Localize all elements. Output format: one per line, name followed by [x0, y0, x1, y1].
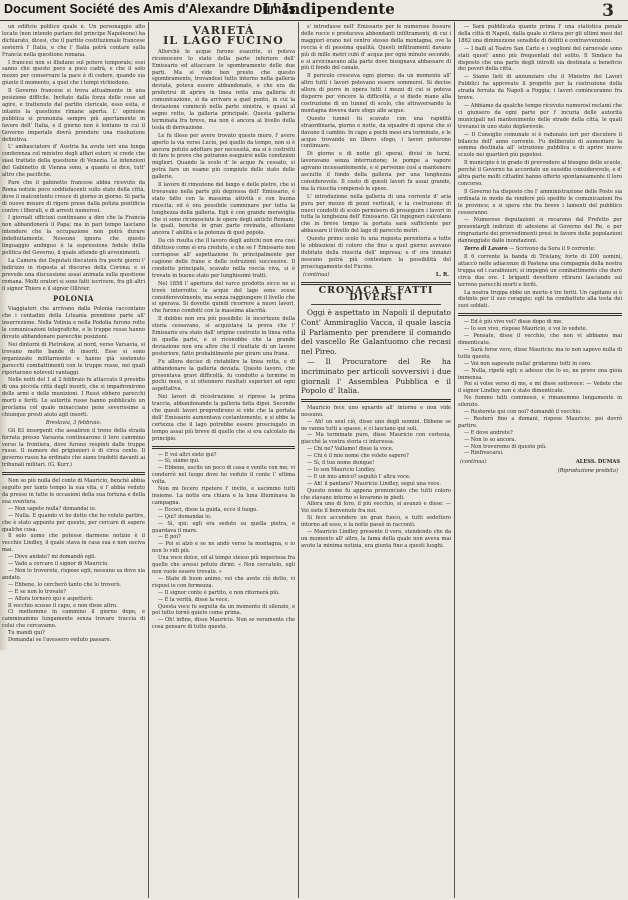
continua-note: (continua) — [303, 271, 330, 278]
feuilleton-line: — Ebbene, uscite un poco di casa e venite con me; vi condurrò nel luogo dove ho veduto il conte l' ultima volta. — [152, 465, 295, 486]
feuilleton-line: — È la verità, disse la voce. — [158, 596, 230, 603]
column-1 — [2, 24, 145, 896]
feuilleton-line: — E un mio amico? seguitò l' altra voce. — [307, 473, 411, 480]
page-number: 3 — [602, 1, 614, 21]
feuilleton-line: Mauricio fece uno sguardo all' intorno e non vide nessuno. — [301, 404, 451, 418]
polonia-heading: POLONIA — [53, 294, 94, 304]
author-initials: L. R. — [435, 271, 449, 278]
feuilleton-footer — [460, 459, 620, 466]
feuilleton-line: Questa voce fu seguita da un momento di silenzio, e poi tutto tornò quieto come prima. — [152, 603, 295, 617]
article-footer — [303, 272, 449, 279]
feuilleton-line: — Resterete qui con noi? domandò il vecchio. — [464, 409, 582, 416]
article-paragraph: Viaggiatori che arrivano dalla Polonia raccontano che i contadini della Lituania prendono parte all' insurrezione. Nella Volinia e nella Podolia furono rotte le comunicazioni telegrafiche, e le truppe russe hanno dovuto abbandonare parecchie posizioni. — [2, 306, 145, 340]
feuilleton-line: — E se non lo trovate? — [8, 588, 67, 595]
feuilleton-line: — E poi? — [158, 534, 181, 541]
news-item: — Sarà pubblicata quanto prima l' una statistica penale della città di Napoli, dalla quale si rileva per gli ultimi mesi del 1862 una diminuzione sensibile di delitti e contravvenzioni. — [458, 24, 622, 44]
news-item: — Il Consiglio comunale si è radunato ieri per discutere il bilancio dell' anno corrente. Fu deliberato di aumentare la somma destinata all' istruzione pubblica e di aprire nuove scuole nei quartieri più popolosi. — [458, 131, 622, 159]
feuilleton-line: Domandai se l'avessero veduto passare. — [8, 637, 112, 644]
cronaca-title: CRONACA E FATTI DIVERSI — [318, 284, 434, 303]
feuilleton-line: — Ah! un seul ciò, disse uno degli uomini. Ebbene se ne vanno tutti a spasso, e ci lasciano qui soli. — [301, 418, 451, 432]
feuilleton-line: — E voi altri siete qui? — [158, 451, 217, 458]
feuilleton-line: — Chi ne? Vallamo! disse la voce. — [307, 446, 394, 453]
feuilleton-line: Ci mettemmo in cammino il giorno dopo, e camminammo lungamente senza trovare traccia di colui che cercavamo. — [2, 609, 145, 630]
terra-heading: Terra di Lavoro — [464, 246, 508, 253]
reproduction-note: (Riproduzione proibita) — [557, 468, 618, 475]
continua-note: (continua) — [460, 459, 487, 466]
feuilleton-line: Ne fummo tutti commossi, e rimanemmo lungamente in silenzio. — [458, 395, 622, 409]
feuilleton-line: — Ed è più vivo voi? disse dopo di me. — [464, 319, 563, 326]
feuilleton-line: — Non lo troverete, rispose egli; nessuno sa dove sia andato. — [2, 567, 145, 581]
article-paragraph: Le fu illeso per avere trovato questo muro, l' avere aperto la via verso Lucio, poi quello da tempo, non si è ancora potuto adottare per necessità, ma si è costretti di fare le prove che potranno eseguirsi nelle condizioni migliori. Quando la scolo d' le acque fu cessato, si potrà fare un esame più compiuto dello stato delle gallerie. — [152, 132, 295, 181]
feuilleton-rule — [458, 313, 622, 316]
article-paragraph: Nelle notti del 1 al 2 febbraio fu attaccato il presidio di una piccola città dagli insorti, che si impadronirono delle armi e delle munizioni. I Russi ebbero parecchi morti e feriti. Le autorità russe hanno pubblicato un proclama col quale minacciano pene severissime a chiunque presti aiuto agli insorti. — [2, 377, 145, 418]
politics-article — [2, 24, 145, 292]
news-item: Il Governo ha disposto che l' amministrazione delle Poste sia ordinata in modo da rendere più spedite le comunicazioni fra le province; e si spera che fra breve i lamenti del pubblico cesseranno. — [458, 188, 622, 216]
article-paragraph: Di giorno e di notte gli operai, divisi in turni, lavoravano senza interruzione; le pompe a vapore agivano incessantemente, e si pervenne così a mantenere asciutto il fondo della galleria per una lunghezza considerevole. Il costo di questi lavori fu assai grande, ma la riuscita compensò le spese. — [301, 151, 451, 192]
feuilleton-line: — Qui? domandai io. — [158, 513, 212, 520]
feuilleton-text — [458, 319, 622, 457]
article-paragraph: Gli 83 insorgenti che assaliron il treno della strada ferrata presso Varsavia continuarono il loro cammino verso la frontiera, dove furono respinti dalle truppe russe. Il numero dei prigionieri è di circa cento. Il governo russo ha ordinato che siano tradotti davanti ai tribunali militari. (G. Kurr.) — [2, 427, 145, 469]
article-paragraph: Questo primo scolo fu una risposta perentoria a tutte le obbiezioni di coloro che fino a quel giorno avevano dubitato della riuscita dell' impresa; e d' ora innanzi nessuno potrà più contestare la possibilità del prosciugamento del Fucino. — [301, 236, 451, 270]
feuilleton-line: — Rinfrescarsi. — [464, 450, 504, 457]
masthead-title: L' Indipendente — [262, 0, 395, 18]
feuilleton-line: — Resterò fino a domani, rispose Mauricio; poi dovrò partire. — [458, 415, 622, 429]
news-item: — Il Procuratore del Re ha incriminato per articoli sovversivi i due giornali l' Assemblea Pubblica e il Popolo d' Italia. — [301, 357, 451, 396]
feuilleton-line: Non so più nulla del conte di Mauricio, benchè abbia seguito per tanto tempo la sua vita, e l' abbia veduto da presso in tutte le occasioni della sua fortuna e della sua sventura. — [2, 478, 145, 505]
feuilleton-line: — Il signor conte è partito, e non ritornerà più. — [158, 589, 280, 596]
header-rule — [0, 20, 628, 21]
article-paragraph: Nei lavori di ricostruzione si riprese la prima traccia, abbandonando la galleria fatta dipoi. Secondo che questi lavori progredirono si vide che la portata dell' Emissario aumentava costantemente, e si ebbe la certezza che il lago potrebbe essere prosciugato in tempo assai più breve di quello che si era calcolato da principio. — [152, 394, 295, 442]
feuilleton-line: — Ah! il pantano? Mauricio Lindley, seguì una voce. — [307, 480, 442, 487]
article-paragraph: Il lavoro di rimozione del fango e delle pietre, che si trovavano nella parte più depressa dell' Emissario, è stato fatto con la massima attività e con buona riuscita; ed è ora possibile camminare per tutta la lunghezza della galleria. Egli è con grande meraviglia che si sono riconosciute le opere degli antichi Romani, le quali, benchè in gran parte rovinate, attestano ancora l' abilità e la potenza di quel popolo. — [152, 182, 295, 237]
article-paragraph: L' ambasciatore d' Austria ha avuto ieri una lunga conferenza col ministro degli affari esteri; si crede che siasi trattato della questione di Venezia. Le intenzioni del Gabinetto di Vienna sono, a quanto si dice, tutt' altro che pacifiche. — [2, 144, 145, 179]
feuilleton-line: — Nulla. E quando vi ho detto che ho voluto partire, che è stato appunto per questo, per cercare di sapere qualche cosa. — [2, 512, 145, 533]
feuilleton-line: Il vecchio scosse il capo, e non disse altro. — [8, 602, 118, 609]
column-2 — [152, 24, 295, 896]
column-divider — [148, 22, 149, 898]
article-paragraph: Nei dintorni di Pietrokow, al nord, verso Varsavia, si trovano molte bande di insorti. Esse si sono organizzate militarmente e hanno già sostenuto parecchi combattimenti con le truppe russe, nei quali riportarono notevoli vantaggi. — [2, 341, 145, 376]
section-rule — [311, 304, 441, 305]
feuilleton-line: — Sarà forse vero, disse Mauricio; ma io non sapevo nulla di tutto questo. — [458, 346, 622, 360]
feuilleton-line: — Sì, il tuo nome dunque! — [307, 460, 375, 467]
feuilleton-text — [152, 452, 295, 632]
watermark-text: Document Société des Amis d'Alexandre Dumas — [4, 2, 296, 16]
feuilleton-line: — Poi si alzò e se ne andò verso la montagna, e io non lo vidi più. — [152, 541, 295, 555]
author-signature: ALESS. DUMAS — [575, 459, 620, 466]
news-item: — I balli al Teatro San Carlo e i veglioni del carnevale sono stati quest' anno più frequentati del solito. Il Sindaco ha disposto che una parte degli introiti sia destinata a beneficio dei poveri della città. — [458, 45, 622, 73]
feuilleton-line: — E dove andrete? — [464, 429, 513, 436]
section-title: VARIETÀ — [192, 24, 255, 37]
article-paragraph: Il pericolo cresceva ogni giorno; da un momento all' altro tutti i lavori potevano essere sommersi. Si decise allora di porre in opera tutti i mezzi di cui si poteva disporre per vincere la difficoltà, e si diede mano alla costruzione di un tunnel di scolo, che attraversando la montagna doveva dare sfogo alle acque. — [301, 73, 451, 114]
feuilleton-line: — Voi non sapevate nulla! gridarono tutti in coro. — [464, 360, 592, 367]
article-paragraph: s' introdusse nell' Emissario per le numerose fessure delle rocce e produceva abbondanti infiltramenti, di cui i maggiori erano nel centro stesso della montagna, ove la roccia è di pessima qualità. Questi infiltramenti davano più di mille metri cubi d' acqua per ogni minuto secondo, e si avvicinavano alla parte dove bisognava abbassare di più il fondo del canale. — [301, 24, 451, 72]
feuilleton-line: — Sì, qui; egli era seduto su quella pietra, e guardava il mare. — [152, 520, 295, 534]
feuilleton-line: — Oh! infine, disse Mauricio. Non so veramente che cosa pensare di tutto questo. — [152, 617, 295, 631]
column-divider — [298, 22, 299, 898]
feuilleton-line: — Allora tornerò qui e aspetterò. — [8, 595, 94, 602]
news-item: — Abbiamo da qualche tempo ricevuto numerosi reclami che ci giunsero da ogni parte per l' incuria delle autorità municipali nel mantenimento delle strade della città, le quali trovansi in uno stato deplorevole. — [458, 102, 622, 130]
news-item: Oggi è aspettato in Napoli il deputato Cont' Ammiraglio Vacca, il quale lascia il Parlamento per prendere il comando del vascello Re Galantuomo che recasi nel Pireo. — [301, 308, 451, 356]
article-paragraph: Pare che il gabinetto francese abbia ricevuto da Roma notizie poco soddisfacenti sullo stato della città, dove il malcontento cresce di giorno in giorno. Si parla di nuove misure di rigore prese dalla polizia pontificia contro i liberali, e di arresti numerosi. — [2, 179, 145, 214]
news-item: — Numerose deputazioni si recarono dal Prefetto per presentargli indirizzi di adesione al Governo del Re, e per ringraziarlo dei provvedimenti presi in favore delle popolazioni danneggiate dalle inondazioni. — [458, 217, 622, 245]
feuilleton-rule — [301, 399, 451, 402]
feuilleton-line: — Vado a cercare il signor di Mauricio. — [8, 561, 109, 568]
article-paragraph: Allorchè le acque furono esaurite, si poteva riconoscere lo stato della parte inferiore dell' Emissario ed attaccare lo sgombramento delle due parti. Ma si vide ben presto che questo sgombramento, trovandosi tutto interno nella galleria deviata, poteva essere abbandonato, e che era da preferirsi di aprire in linea retta una galleria di comunicazione, sì da arrivare a quel punto, in cui la deviazione cominciò nella parte sinistra, e quasi al segno retto, la galleria principale. Questa galleria terminata fra breve, ma non è ancora al livello della tesla di derivazione. — [152, 48, 295, 131]
feuilleton-line: — Non troveremo di questo più. — [464, 443, 547, 450]
column-divider — [454, 22, 455, 898]
article-paragraph: La Camera dei Deputati discuterà fra pochi giorni l' indirizzo in risposta al discorso della Corona; e si prevede una discussione assai animata sulla questione romana. Molti oratori si sono fatti iscrivere, fra gli altri il signor Thiers e il signor Ollivier. — [2, 257, 145, 292]
article-paragraph: Nel 1858 l' apertura del varco prodotto sicco ne si trovò interrotto; le acque del lago sono scese considerevolmente, ma senza raggiungere il livello che si sperava. Si dovette quindi ricorrere a nuovi lavori, che furono condotti con la massima alacrità. — [152, 280, 295, 315]
article-paragraph: Il Governo francese si trova attualmente in una posizione difficile. Invitato dalla forza delle cose ad agire, e trattenuto dal partito clericale, esso esita, e intanto la questione rimane aperta. L' opinione pubblica si pronunzia sempre più apertamente in favore dell' Italia, e il giorno non è lontano in cui il Governo imperiale dovrà prendere una risoluzione definitiva. — [2, 88, 145, 143]
article-paragraph: un edificio politico quale è. Un personaggio alto locato (non intendo parlare del principe Napoleone) ha dichiarato, dicesi, che il partito costituzionale francese sosterrà l' Italia, e che l' Italia potrà contare sulla Francia nella questione romana. — [2, 24, 145, 58]
feuilleton-text — [301, 405, 451, 550]
article-paragraph: Il dubbio non era più possibile: le incertezze della storia cessavano, si acquistava la prova che l' Emissario era stato dall' origine costruito in linea retta in quella parte, e si riconobbe che la grande deviazione non era altro che il risultato di un lavoro posteriore, fatto probabilmente per girare una frana. — [152, 316, 295, 357]
column-4 — [458, 24, 622, 896]
news-item: La nostra truppa ebbe un morto e tre feriti. Un capitano si è distinto per il suo coraggio; egli ha combattuto alla testa dei suoi soldati. — [458, 289, 622, 310]
article-paragraph: I giornali ufficiosi continuano a dire che la Francia non abbandonerà il Papa; ma in pari tempo lasciano intendere che la occupazione non potrà durare indefinitamente. Nessuno ignora che questo linguaggio ambiguo è la espressione fedele della politica del Governo, il quale attende gli avvenimenti. — [2, 215, 145, 256]
feuilleton-line: — Mauricio Lindley presente il vero, stendendo che da un momento all' altro, la fama della quale non aveva mai avuto la minima notizia, era giunta fino a questi luoghi. — [301, 529, 451, 549]
feuilleton-line: — Non lo so ancora. — [464, 436, 517, 443]
feuilleton-line: — State di buon animo, voi che avete ciò detto, vi risposi io con fermezza. — [152, 575, 295, 589]
feuilleton-line: — Non sapete nulla? domandai io. — [8, 505, 97, 512]
article-paragraph: L' introduzione nella galleria di una corrente d' aria pura per mezzo di pozzi verticali, e la costruzione di nuovi condotti di scolo permisero di proseguire i lavori in tutta la lunghezza dell' Emissario. Gli ingegneri calcolano che in breve tempo la portata sarà sufficiente per abbassare il livello del lago di parecchi metri. — [301, 193, 451, 235]
news-item: — Siamo lieti di annunziare che il Ministro dei Lavori Pubblici ha approvato il progetto per la costruzione della strada ferrata da Napoli a Foggia; i lavori cominceranno fra breve. — [458, 74, 622, 102]
news-item: Il municipio è in grado di provvedere al bisogno delle scuole, perchè il Governo ha accordato un sussidio considerevole, e d' altra parte molti cittadini hanno offerto spontaneamente il loro concorso. — [458, 160, 622, 187]
column-3 — [301, 24, 451, 896]
article-paragraph: Questo tunnel fu scavato con una rapidità straordinaria, giorno e notte, da squadre di operai che si davano il cambio. In capo a pochi mesi era terminato, e le acque trovando un libero sfogo, i lavori poterono continuare. — [301, 115, 451, 150]
feuilleton-rule — [152, 446, 295, 449]
feuilleton-line: — Io son Mauricio Lindley. — [307, 466, 376, 473]
regional-dateline: Terra di Lavoro — Scrivono da Sora il 9 corrente: — [464, 246, 596, 253]
dateline: Breslavia, 3 febbraio. — [45, 419, 102, 426]
terra-byline: Scrivono da Sora il 9 corrente: — [515, 246, 596, 253]
feuilleton-line: — Dove andate? mi domandò egli. — [8, 554, 97, 561]
feuilleton-text — [2, 478, 145, 644]
article-title: IL LAGO FUCINO — [163, 33, 284, 47]
feuilleton-line: Allora uno di loro, il più vecchio, si avanzò e disse: — Voi siete il benvenuto fra noi. — [301, 501, 451, 515]
feuilleton-line: Si fece accendere un gran fuoco, e tutti sedettero intorno ad esso, e la notte passò in racconti. — [301, 515, 451, 529]
feuilleton-line: Una voce dolce, ed al tempo stesso più imperiosa fra quelle che avessi potuto dirmi: « Non cercatelo, egli non vuole essere trovato. » — [152, 555, 295, 575]
feuilleton-line: — Nulla, ripetè egli; e adesso che lo so, ne provo una gioia immensa. — [458, 367, 622, 381]
feuilleton-line: Questo nome fu appena pronunciato che tutti coloro che stavano intorno si levarono in piedi. — [301, 487, 451, 501]
feuilleton-line: Il solo uomo che potesse darmene notizie è il vecchio Lindley, il quale stava in casa sua e non usciva mai. — [2, 533, 145, 554]
feuilleton-line: — Io son vivo, rispose Mauricio, e voi lo vedete. — [464, 326, 588, 333]
feuilleton-line: — Eccoci, disse la guida, ecco il luogo. — [158, 506, 258, 513]
feuilleton-line: — Sì, siamo qui. — [158, 458, 200, 465]
feuilleton-line: Tu mandi qui? — [8, 630, 45, 637]
feuilleton-line: — Pensate, disse il vecchio, che non vi abbiamo mai dimenticato. — [458, 333, 622, 346]
feuilleton-line: — Ma terminate pure, disse Mauricio con cortesia, giacchè la vostra storia ci interessa. — [301, 432, 451, 446]
feuilleton-rule — [2, 472, 145, 475]
feuilleton-line: — Ebbene, lo cercherò tanto che lo troverò. — [8, 581, 122, 588]
article-paragraph: Da ciò risulta che il lavoro degli antichi non era così difettoso come si era creduto, e che se l' Emissario non corrispose all' aspettazione fu principalmente per cagione delle frane e delle ostruzioni successive. Il condotto principale, scavato nella roccia viva, si è trovato in buono stato per lunghissimi tratti. — [152, 238, 295, 279]
article-paragraph: Fu allora deciso di ristabilire la linea retta, e di abbandonare la galleria deviata. Questo lavoro, che presentava gravi difficoltà, fu condotto a termine in pochi mesi, e si ottennero risultati superiori ad ogni aspettativa. — [152, 358, 295, 393]
news-item: Il 6 corrente la banda di Tristany, forte di 200 uomini, attaccò nelle adiacenze di Pastena una compagnia della nostra truppa ed i carabinieri; si impegnò un combattimento che durò circa due ore. I briganti dovettero ritirarsi lasciando sul terreno parecchi morti e feriti. — [458, 254, 622, 288]
article-paragraph: I francesi non si illudano sul potere temporale; essi sanno che questo poco a poco cadrà, e che il solo mezzo per conservare la pace è di cedere, quando sia giunto il momento, a quel che i tempi richiedono. — [2, 59, 145, 87]
feuilleton-line: Poi si volse verso di me, e mi disse sottovoce: — Vedete che il signor Lindley non è stato dimenticato. — [458, 381, 622, 395]
feuilleton-line: Non mi fecero ripetere l' invito, e uscimmo tutti insieme. La notte era chiara e la luna illuminava la campagna. — [152, 486, 295, 506]
feuilleton-line: — Chi è il mio nome che volete sapere? — [307, 453, 409, 460]
